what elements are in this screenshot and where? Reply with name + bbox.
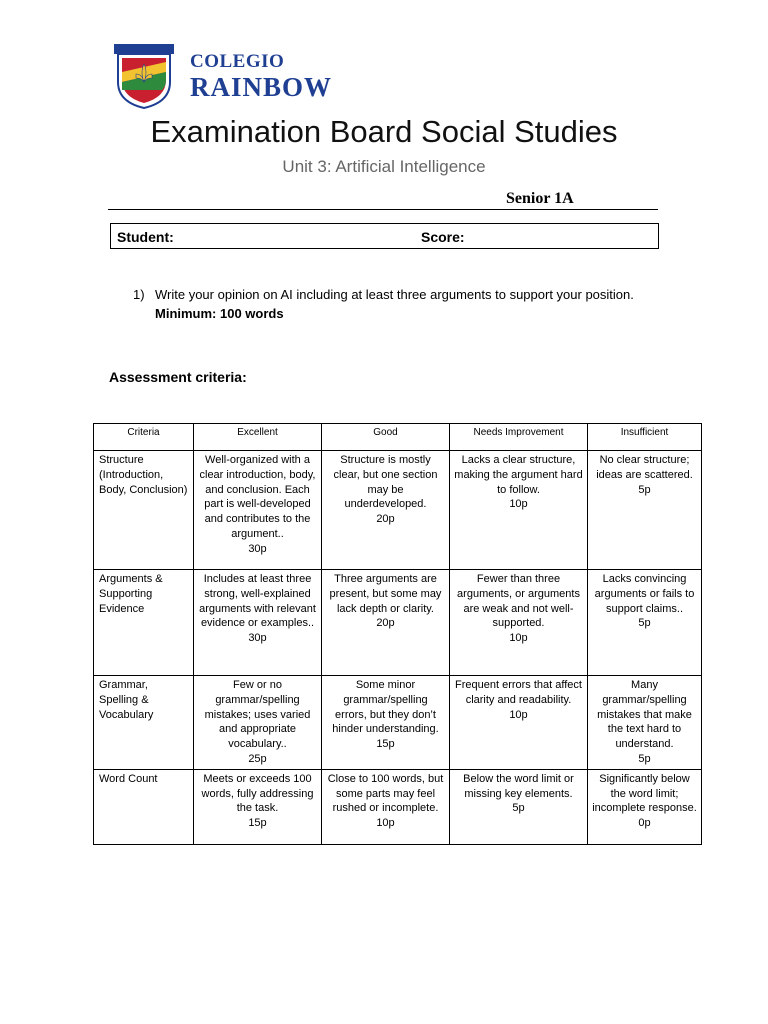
insufficient-cell bbox=[588, 451, 702, 570]
needs-improvement-cell bbox=[450, 769, 588, 844]
cell-text: Fewer than three arguments, or arguments are weak and not well-supported. bbox=[457, 573, 580, 630]
cell-text: Lacks convincing arguments or fails to support claims.. bbox=[594, 573, 695, 615]
school-name bbox=[190, 52, 332, 101]
needs-improvement-cell bbox=[450, 676, 588, 770]
cell-points: 10p bbox=[376, 817, 395, 830]
rubric-header: Excellent bbox=[194, 424, 322, 451]
cell-points: 10p bbox=[509, 708, 528, 721]
cell-text: Close to 100 words, but some parts may feel rushed or incomplete. bbox=[327, 772, 444, 815]
rubric-row bbox=[94, 570, 702, 676]
cell-points: 5p bbox=[512, 802, 525, 815]
score-label: Score: bbox=[421, 229, 465, 245]
cell-points: 10p bbox=[509, 632, 528, 645]
criteria-cell: Grammar, Spelling & Vocabulary bbox=[94, 676, 194, 770]
cell-points: 10p bbox=[509, 498, 528, 511]
header-divider bbox=[108, 209, 658, 210]
cell-points: 15p bbox=[376, 738, 395, 751]
question-text bbox=[155, 285, 655, 323]
good-cell bbox=[322, 676, 450, 770]
cell-points: 5p bbox=[638, 483, 651, 496]
rubric-header: Criteria bbox=[94, 424, 194, 451]
needs-improvement-cell bbox=[450, 451, 588, 570]
cell-text: Significantly below the word limit; incomplete response. bbox=[592, 772, 697, 815]
cell-text: Structure is mostly clear, but one section may be underdeveloped. bbox=[333, 454, 438, 511]
page-title: Examination Board Social Studies bbox=[150, 114, 618, 149]
rubric-row bbox=[94, 451, 702, 570]
insufficient-cell bbox=[588, 769, 702, 844]
cell-text: Frequent errors that affect clarity and readability. bbox=[455, 679, 582, 706]
question-minimum: Minimum: 100 words bbox=[155, 306, 284, 321]
cell-text: Some minor grammar/spelling errors, but they don’t hinder understanding. bbox=[332, 679, 439, 736]
rubric-header: Needs Improvement bbox=[450, 424, 588, 451]
cell-points: 5p bbox=[638, 617, 651, 630]
cell-points: 15p bbox=[248, 817, 267, 830]
insufficient-cell bbox=[588, 570, 702, 676]
cell-points: 20p bbox=[376, 617, 395, 630]
excellent-cell bbox=[194, 676, 322, 770]
student-label: Student: bbox=[117, 229, 174, 245]
student-score-box bbox=[110, 223, 659, 249]
rubric-header: Good bbox=[322, 424, 450, 451]
cell-text: Includes at least three strong, well-explained arguments with relevant evidence or examples.. bbox=[199, 573, 316, 630]
good-cell bbox=[322, 769, 450, 844]
criteria-cell: Word Count bbox=[94, 769, 194, 844]
excellent-cell bbox=[194, 451, 322, 570]
needs-improvement-cell bbox=[450, 570, 588, 676]
rubric-header-row bbox=[94, 424, 702, 451]
cell-text: Lacks a clear structure, making the argument hard to follow. bbox=[454, 454, 583, 496]
excellent-cell bbox=[194, 570, 322, 676]
cell-points: 0p bbox=[638, 817, 651, 830]
cell-points: 25p bbox=[248, 752, 267, 765]
good-cell bbox=[322, 451, 450, 570]
good-cell bbox=[322, 570, 450, 676]
criteria-cell: Structure (Introduction, Body, Conclusion) bbox=[94, 451, 194, 570]
cell-text: Few or no grammar/spelling mistakes; uses varied and appropriate vocabulary.. bbox=[204, 679, 311, 751]
question-number: 1) bbox=[133, 287, 145, 302]
cell-text: No clear structure; ideas are scattered. bbox=[596, 454, 693, 481]
rubric-row bbox=[94, 676, 702, 770]
question-body: Write your opinion on AI including at least three arguments to support your position. bbox=[155, 287, 634, 302]
cell-points: 5p bbox=[638, 752, 651, 765]
cell-text: Below the word limit or missing key elements. bbox=[463, 772, 574, 800]
page-subtitle: Unit 3: Artificial Intelligence bbox=[282, 157, 486, 176]
school-name-line2: RAINBOW bbox=[190, 72, 333, 102]
cell-points: 20p bbox=[376, 513, 395, 526]
rubric-header: Insufficient bbox=[588, 424, 702, 451]
class-label: Senior 1A bbox=[506, 190, 574, 207]
cell-text: Three arguments are present, but some may lack depth or clarity. bbox=[329, 573, 442, 615]
cell-text: Well-organized with a clear introduction, body, and conclusion. Each part is well-developed and contributes to the argument.. bbox=[199, 454, 316, 540]
school-name-line1: COLEGIO bbox=[190, 51, 285, 72]
excellent-cell bbox=[194, 769, 322, 844]
cell-points: 30p bbox=[248, 632, 267, 645]
rubric-table bbox=[93, 423, 702, 845]
cell-points: 30p bbox=[248, 542, 267, 555]
cell-text: Meets or exceeds 100 words, fully addressing the task. bbox=[201, 772, 314, 815]
assessment-heading: Assessment criteria: bbox=[109, 369, 247, 385]
criteria-cell: Arguments & Supporting Evidence bbox=[94, 570, 194, 676]
school-crest-logo bbox=[112, 42, 176, 110]
rubric-row bbox=[94, 769, 702, 844]
insufficient-cell bbox=[588, 676, 702, 770]
cell-text: Many grammar/spelling mistakes that make the text hard to understand. bbox=[597, 679, 692, 751]
